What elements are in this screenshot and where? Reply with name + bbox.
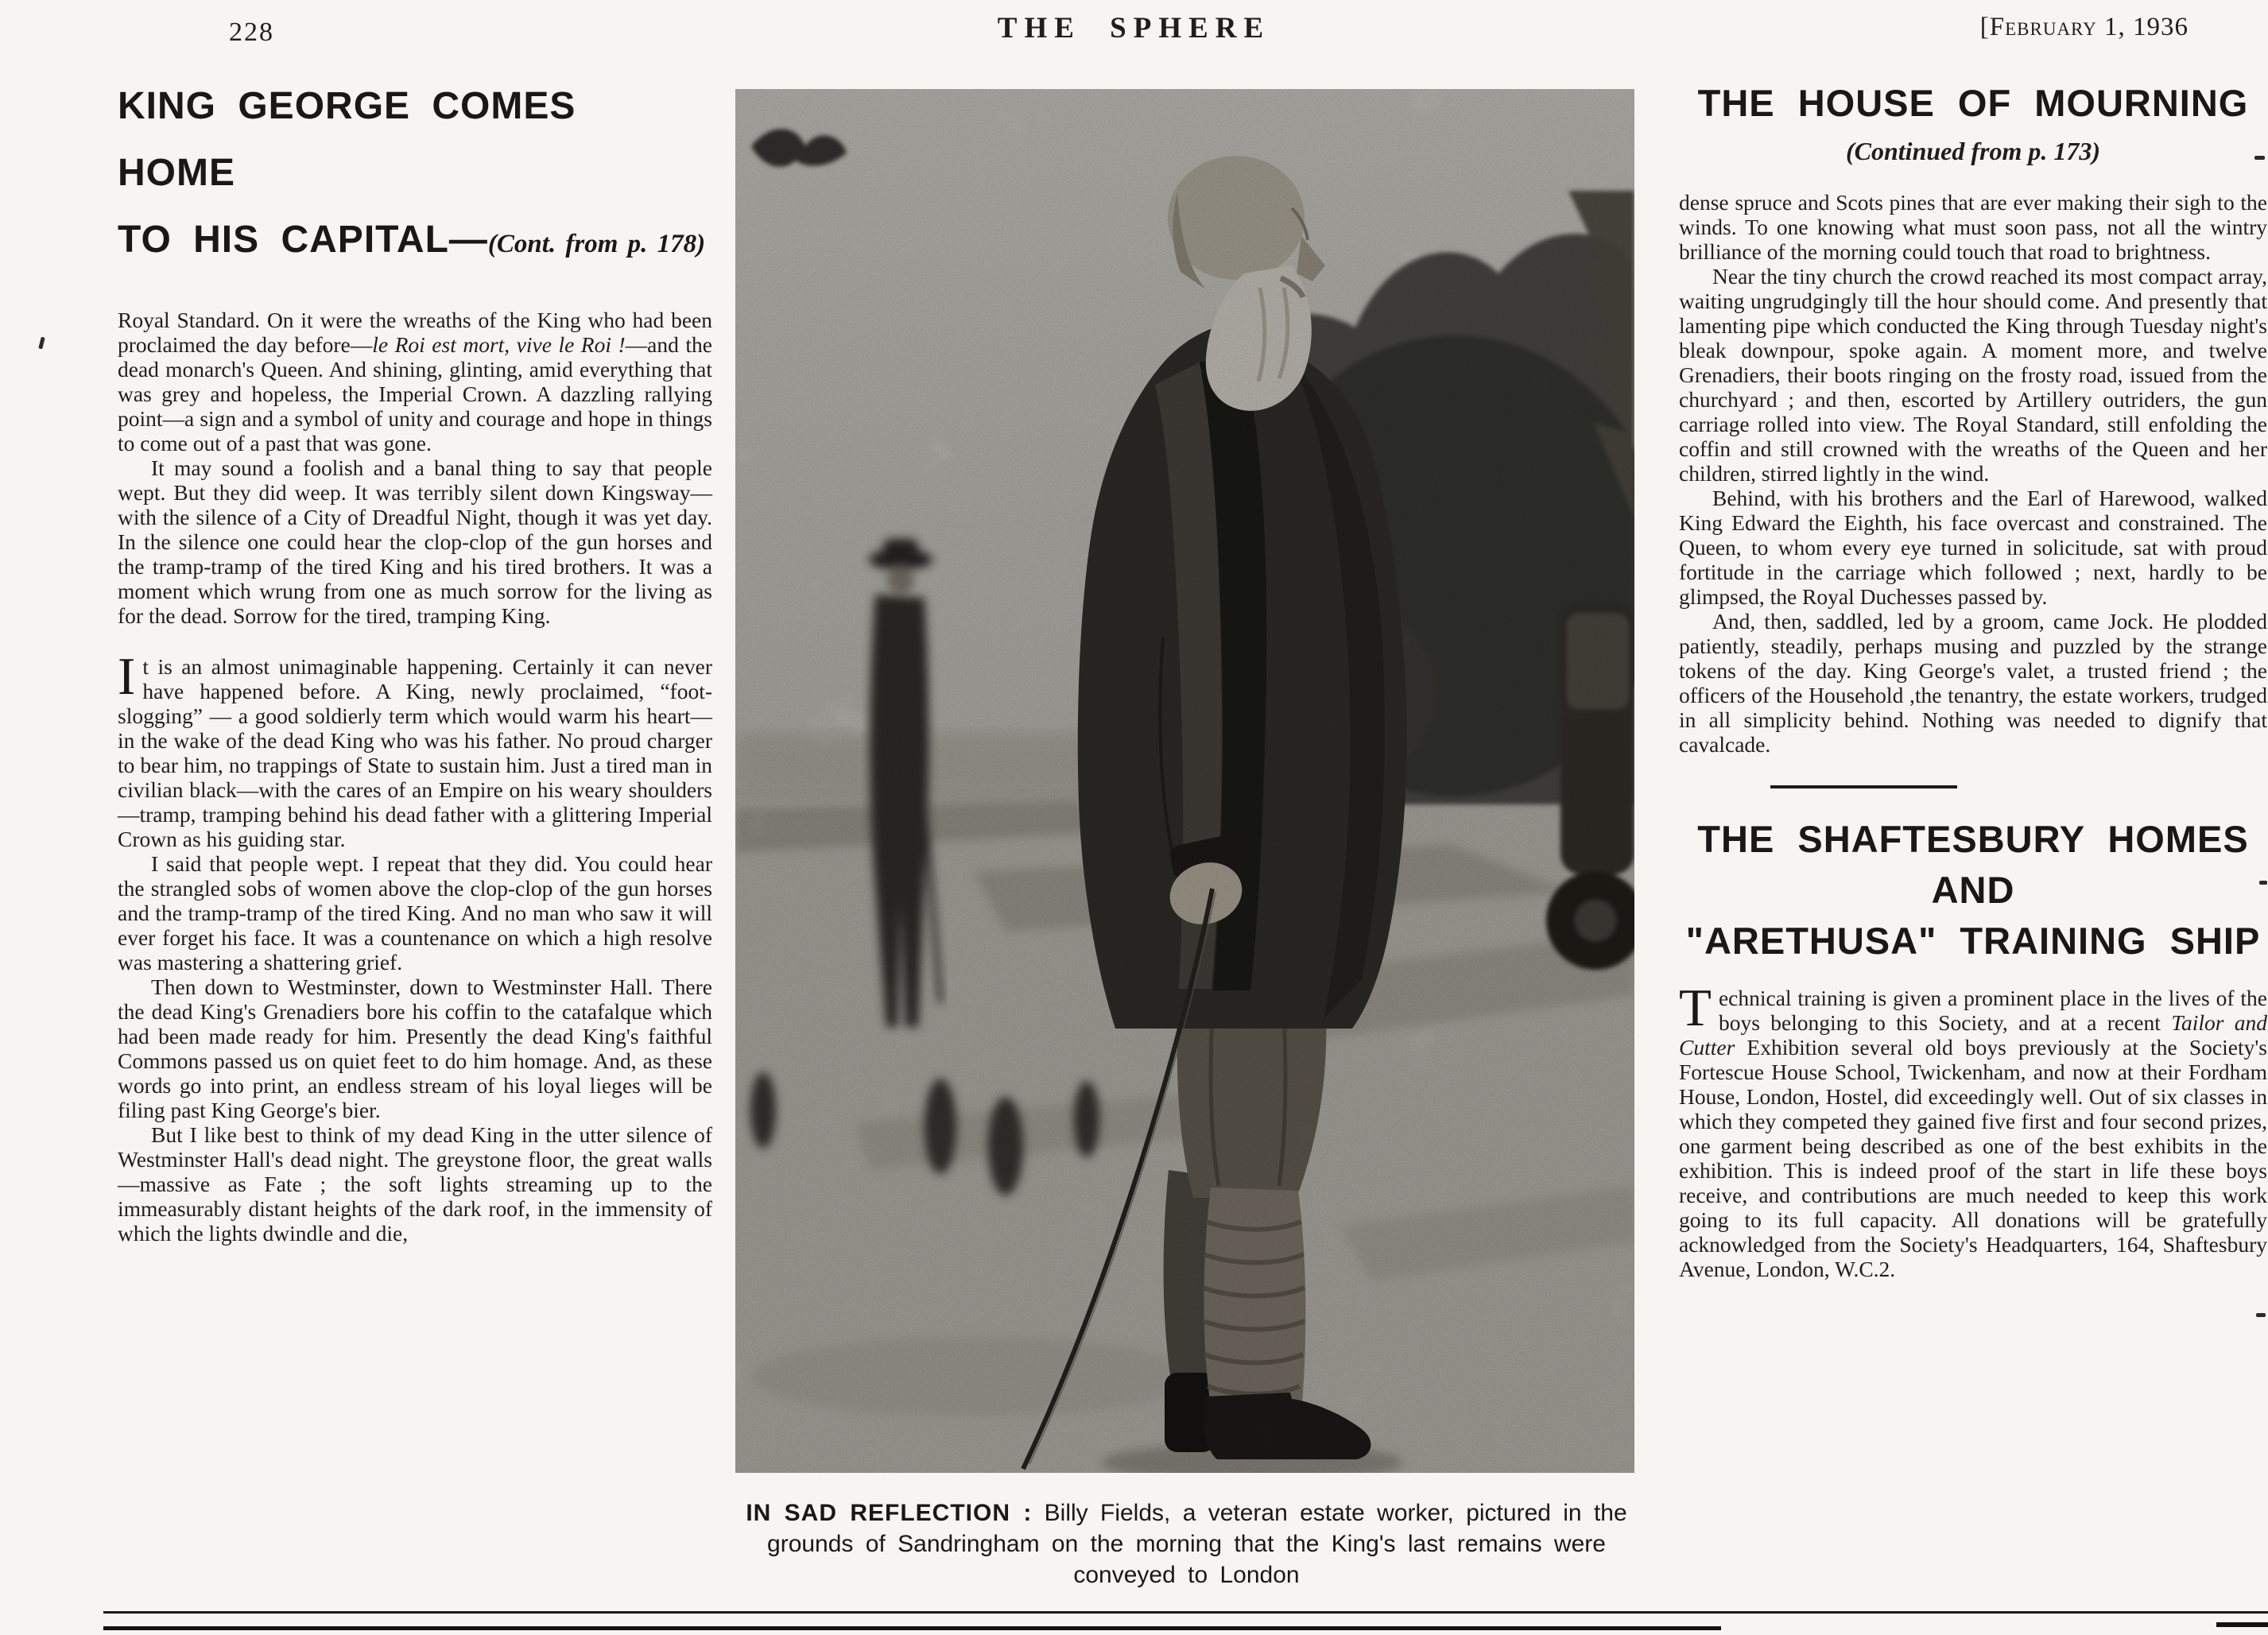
text-run: t is an almost unimaginable happening. Certainly it can never have happened before. A King, newly proclaimed, “foot-slogging” — a good soldierly term which would warm his heart—in the wake of the dead King who was his father. No proud charger to bear him, no trappings of State to sustain him. Just a tired man in civilian black—with the cares of an Empire on his weary shoulders—tramp, tramping behind his dead father with a glittering Imperial Crown as his guiding star. <box>118 654 712 851</box>
caption-text: Billy Fields, a veteran estate worker, pictured in the grounds of Sandringham on the morning that the King's last remains were conveyed to London <box>767 1500 1627 1588</box>
shaftesbury-article-body <box>1679 978 2267 1281</box>
issue-date: [February 1, 1936 <box>1979 13 2189 41</box>
scan-artifact <box>2259 881 2267 885</box>
article-paragraph <box>1679 978 2267 1281</box>
text-run: —and the dead monarch's Queen. And shining, glinting, amid everything that was grey and hopeless, the Imperial Crown. A dazzling rallying point—a sign and a symbol of unity and courage and hope in things to come out of a past that was gone. <box>118 332 712 455</box>
article-paragraph <box>1679 486 2267 609</box>
scan-artifact <box>2256 1313 2266 1317</box>
photo-illustration <box>735 89 1634 1473</box>
text-run: Near the tiny church the crowd reached its most compact array, waiting ungrudgingly till the hour should come. And presently that lamenting pipe which conducted the King through Tuesday night's bleak downpour, spoke again. A moment more, and twelve Grenadiers, their boots ringing on the frosty road, issued from the churchyard ; and then, escorted by Artillery outriders, the gun carriage rolled into view. The Royal Standard, still enfolding the coffin and still crowned with the wreaths of the Queen and her children, stirred lightly in the wind. <box>1679 264 2267 486</box>
headline-line-2: TO HIS CAPITAL—(Cont. from p. 178) <box>118 219 706 261</box>
left-article-headline <box>118 73 712 277</box>
mourning-article-body <box>1679 190 2267 757</box>
section-divider-rule <box>1770 785 1957 788</box>
bottom-rule-thick <box>103 1626 1721 1630</box>
headline-line-1: KING GEORGE COMES HOME <box>118 85 576 194</box>
mourning-article-title: THE HOUSE OF MOURNING <box>1697 82 2249 124</box>
article-paragraph <box>1679 609 2267 757</box>
shaftesbury-article-title <box>1679 814 2267 967</box>
mourning-continued-reference: (Continued from p. 173) <box>1845 137 2101 165</box>
page-number: 228 <box>229 17 274 47</box>
photo-caption <box>715 1497 1657 1590</box>
bottom-rule-thin <box>103 1611 2268 1614</box>
article-paragraph <box>118 647 712 851</box>
photograph <box>735 89 1634 1473</box>
text-run: I said that people wept. I repeat that they did. You could hear the strangled sobs of women above the clop-clop of the gun horses and the tramp-tramp of the tired King. And no man who saw it will ever forget his face. It was a countenance on which a high resolve was mastering a shattering grief. <box>118 851 712 974</box>
article-paragraph <box>118 1122 712 1246</box>
text-run: But I like best to think of my dead King in the utter silence of Westminster Hall's dead night. The greystone floor, the great walls —massive as Fate ; the soft lights streaming up to the immeasurably distant heights of the dark roof, in the immensity of which the lights dwindle and die, <box>118 1122 712 1246</box>
drop-cap: T <box>1679 978 1712 1037</box>
left-article-body <box>118 308 712 1246</box>
scan-artifact <box>38 337 45 350</box>
article-paragraph <box>118 974 712 1122</box>
article-paragraph <box>1679 264 2267 486</box>
italic-phrase: Tailor and Cutter <box>1679 1010 2267 1060</box>
bottom-rule-right-dash <box>2216 1622 2268 1627</box>
drop-cap: I <box>118 647 136 706</box>
shaftesbury-title-line-1: THE SHAFTESBURY HOMES AND <box>1697 818 2249 911</box>
right-column <box>1679 78 2267 1281</box>
caption-lead: IN SAD REFLECTION : <box>746 1500 1033 1526</box>
text-run: echnical training is given a prominent place in the lives of the boys belonging to this Society, and at a recent <box>1718 986 2267 1035</box>
text-run: And, then, saddled, led by a groom, came Jock. He plodded patiently, steadily, perhaps musing and puzzled by the strange tokens of the day. King George's valet, a trusted friend ; the officers of the Household ,the tenantry, the estate workers, trudged in all simplicity behind. Nothing was needed to dignify that cavalcade. <box>1679 609 2267 757</box>
italic-phrase: le Roi est mort, vive le Roi ! <box>372 332 626 357</box>
text-run: It may sound a foolish and a banal thing to say that people wept. But they did weep. It was terribly silent down Kingsway—with the silence of a City of Dreadful Night, though it was yet day. In the silence one could hear the clop-clop of the gun horses and the tramp-tramp of the tired King and his tired brothers. It was a moment which wrung from one as much sorrow for the living as for the dead. Sorrow for the tired, tramping King. <box>118 455 712 628</box>
masthead-title: THE SPHERE <box>997 12 1271 45</box>
continued-from-reference: (Cont. from p. 178) <box>487 230 706 258</box>
text-run: Royal Standard. On it were the wreaths of the King who had been proclaimed the day before— <box>118 308 712 357</box>
text-run: Then down to Westminster, down to Westminster Hall. There the dead King's Grenadiers bore his coffin to the catafalque which had been made ready for him. Presently the dead King's faithful Commons passed us on quiet feet to do him homage. And, as these words go into print, an endless stream of his loyal lieges will be filing past King George's bier. <box>118 974 712 1122</box>
shaftesbury-title-line-2: "ARETHUSA" TRAINING SHIP <box>1685 920 2261 962</box>
text-run: Behind, with his brothers and the Earl of Harewood, walked King Edward the Eighth, his face overcast and constrained. The Queen, to whom every eye turned in solicitude, sat with proud fortitude in the carriage which followed ; next, hardly to be glimpsed, the Royal Duchesses passed by. <box>1679 486 2267 609</box>
article-paragraph <box>1679 190 2267 264</box>
article-paragraph <box>118 851 712 974</box>
article-paragraph <box>118 455 712 628</box>
text-run: dense spruce and Scots pines that are ever making their sigh to the winds. To one knowing what must soon pass, not all the wintry brilliance of the morning could touch that road to brightness. <box>1679 190 2267 264</box>
article-paragraph <box>118 308 712 455</box>
scan-artifact <box>2254 156 2265 160</box>
photo-grain <box>735 89 1634 1473</box>
left-column <box>118 73 712 1246</box>
text-run: Exhibition several old boys previously at the Society's Fortescue House School, Twickenham, and now at their Fordham House, London, Hostel, did exceedingly well. Out of six classes in which they competed they gained five first and four second prizes, one garment being described as one of the best exhibits in the exhibition. This is indeed proof of the start in life these boys receive, and contributions are much needed to keep this work going to its full capacity. All donations will be gratefully acknowledged from the Society's Headquarters, 164, Shaftesbury Avenue, London, W.C.2. <box>1679 1035 2267 1281</box>
